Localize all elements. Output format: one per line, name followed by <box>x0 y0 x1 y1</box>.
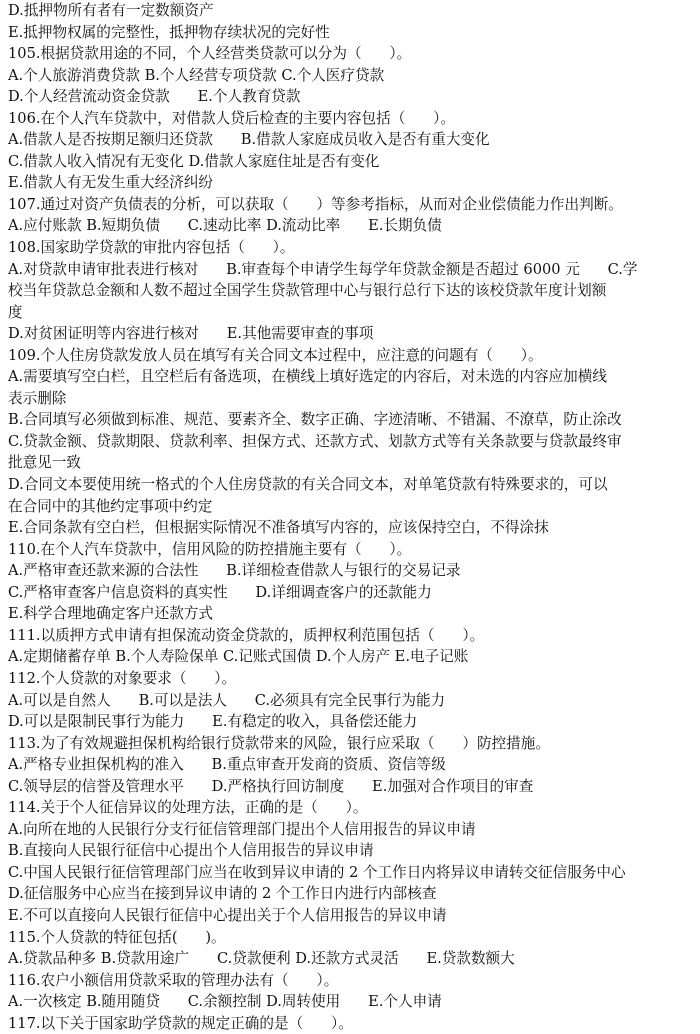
option-line: B.合同填写必须做到标准、规范、要素齐全、数字正确、字迹清晰、不错漏、不潦草，防止涂改 <box>8 411 622 429</box>
question-115: 115.个人贷款的特征包括( )。 <box>8 928 226 946</box>
question-113: 113.为了有效规避担保机构给银行贷款带来的风险，银行应采取（ ）防控措施。 <box>8 734 550 752</box>
option-line: E.不可以直接向人民银行征信中心提出关于个人信用报告的异议申请 <box>8 906 447 924</box>
option-line: 在合同中的其他约定事项中约定 <box>8 497 213 515</box>
option-line: A.可以是自然人 B.可以是法人 C.必须具有完全民事行为能力 <box>8 691 446 709</box>
option-line: A.定期储蓄存单 B.个人寿险保单 C.记账式国债 D.个人房产 E.电子记账 <box>8 648 469 666</box>
option-line: A.一次核定 B.随用随贷 C.余额控制 D.周转使用 E.个人申请 <box>8 993 442 1011</box>
option-line: E.科学合理地确定客户还款方式 <box>8 605 214 623</box>
option-line: A.贷款品种多 B.贷款用途广 C.贷款便利 D.还款方式灵活 E.贷款数额大 <box>8 950 515 968</box>
option-line: 校当年贷款总金额和人数不超过全国学生贷款管理中心与银行总行下达的该校贷款年度计划额 <box>8 282 607 300</box>
option-line: A.严格专业担保机构的准入 B.重点审查开发商的资质、资信等级 <box>8 756 446 774</box>
option-line: B.直接向人民银行征信中心提出个人信用报告的异议申请 <box>8 842 374 860</box>
option-line: A.向所在地的人民银行分支行征信管理部门提出个人信用报告的异议申请 <box>8 820 476 838</box>
option-line: 批意见一致 <box>8 454 81 472</box>
option-line: C.中国人民银行征信管理部门应当在收到异议申请的 2 个工作日内将异议申请转交征信服务中心 <box>8 863 626 881</box>
question-111: 111.以质押方式申请有担保流动资金贷款的，质押权利范围包括（ ）。 <box>8 626 485 644</box>
question-117: 117.以下关于国家助学贷款的规定正确的是（ ）。 <box>8 1014 353 1032</box>
option-line: C.严格审查客户信息资料的真实性 D.详细调查客户的还款能力 <box>8 583 432 601</box>
question-105: 105.根据贷款用途的不同，个人经营类贷款可以分为（ ）。 <box>8 45 412 63</box>
question-107: 107.通过对资产负债表的分析，可以获取（ ）等参考指标，从而对企业偿债能力作出判断。 <box>8 195 623 213</box>
option-line: A.对贷款申请审批表进行核对 B.审查每个申请学生每学年贷款金额是否超过 6000 元 C.学 <box>8 260 638 278</box>
option-line: 表示删除 <box>8 389 67 407</box>
option-line: C.贷款金额、贷款期限、贷款利率、担保方式、还款方式、划款方式等有关条款要与贷款最终审 <box>8 432 622 450</box>
option-line: A.个人旅游消费贷款 B.个人经营专项贷款 C.个人医疗贷款 <box>8 66 385 84</box>
option-line: D.抵押物所有者有一定数额资产 <box>8 2 214 19</box>
question-114: 114.关于个人征信异议的处理方法，正确的是（ ）。 <box>8 799 368 817</box>
option-line: D.对贫困证明等内容进行核对 E.其他需要审查的事项 <box>8 325 374 343</box>
question-112: 112.个人贷款的对象要求（ ）。 <box>8 669 237 687</box>
option-line: D.个人经营流动资金贷款 E.个人教育贷款 <box>8 88 301 106</box>
option-line: E.抵押物权属的完整性，抵押物存续状况的完好性 <box>8 23 330 41</box>
question-109: 109.个人住房贷款发放人员在填写有关合同文本过程中，应注意的问题有（ ）。 <box>8 346 543 364</box>
option-line: C.借款人收入情况有无变化 D.借款人家庭住址是否有变化 <box>8 152 380 170</box>
option-line: A.需要填写空白栏，且空栏后有备选项，在横线上填好选定的内容后，对未选的内容应加横线 <box>8 368 607 386</box>
question-106: 106.在个人汽车贷款中，对借款人贷后检查的主要内容包括（ ）。 <box>8 109 456 127</box>
option-line: A.借款人是否按期足额归还贷款 B.借款人家庭成员收入是否有重大变化 <box>8 131 490 149</box>
question-116: 116.农户小额信用贷款采取的管理办法有（ ）。 <box>8 971 339 989</box>
question-108: 108.国家助学贷款的审批内容包括（ ）。 <box>8 239 295 257</box>
option-line: D.合同文本要使用统一格式的个人住房贷款的有关合同文本，对单笔贷款有特殊要求的，可以 <box>8 476 608 494</box>
option-line: E.合同条款有空白栏，但根据实际情况不准备填写内容的，应该保持空白，不得涂抹 <box>8 519 549 537</box>
option-line: 度 <box>8 303 23 321</box>
option-line: A.应付账款 B.短期负债 C.速动比率 D.流动比率 E.长期负债 <box>8 217 442 235</box>
option-line: C.领导层的信誉及管理水平 D.严格执行回访制度 E.加强对合作项目的审查 <box>8 777 534 795</box>
option-line: D.征信服务中心应当在接到异议申请的 2 个工作日内进行内部核查 <box>8 885 437 903</box>
option-line: D.可以是限制民事行为能力 E.有稳定的收入，具备偿还能力 <box>8 713 418 731</box>
question-110: 110.在个人汽车贷款中，信用风险的防控措施主要有（ ）。 <box>8 540 412 558</box>
option-line: E.借款人有无发生重大经济纠纷 <box>8 174 214 192</box>
option-line: A.严格审查还款来源的合法性 B.详细检查借款人与银行的交易记录 <box>8 562 461 580</box>
